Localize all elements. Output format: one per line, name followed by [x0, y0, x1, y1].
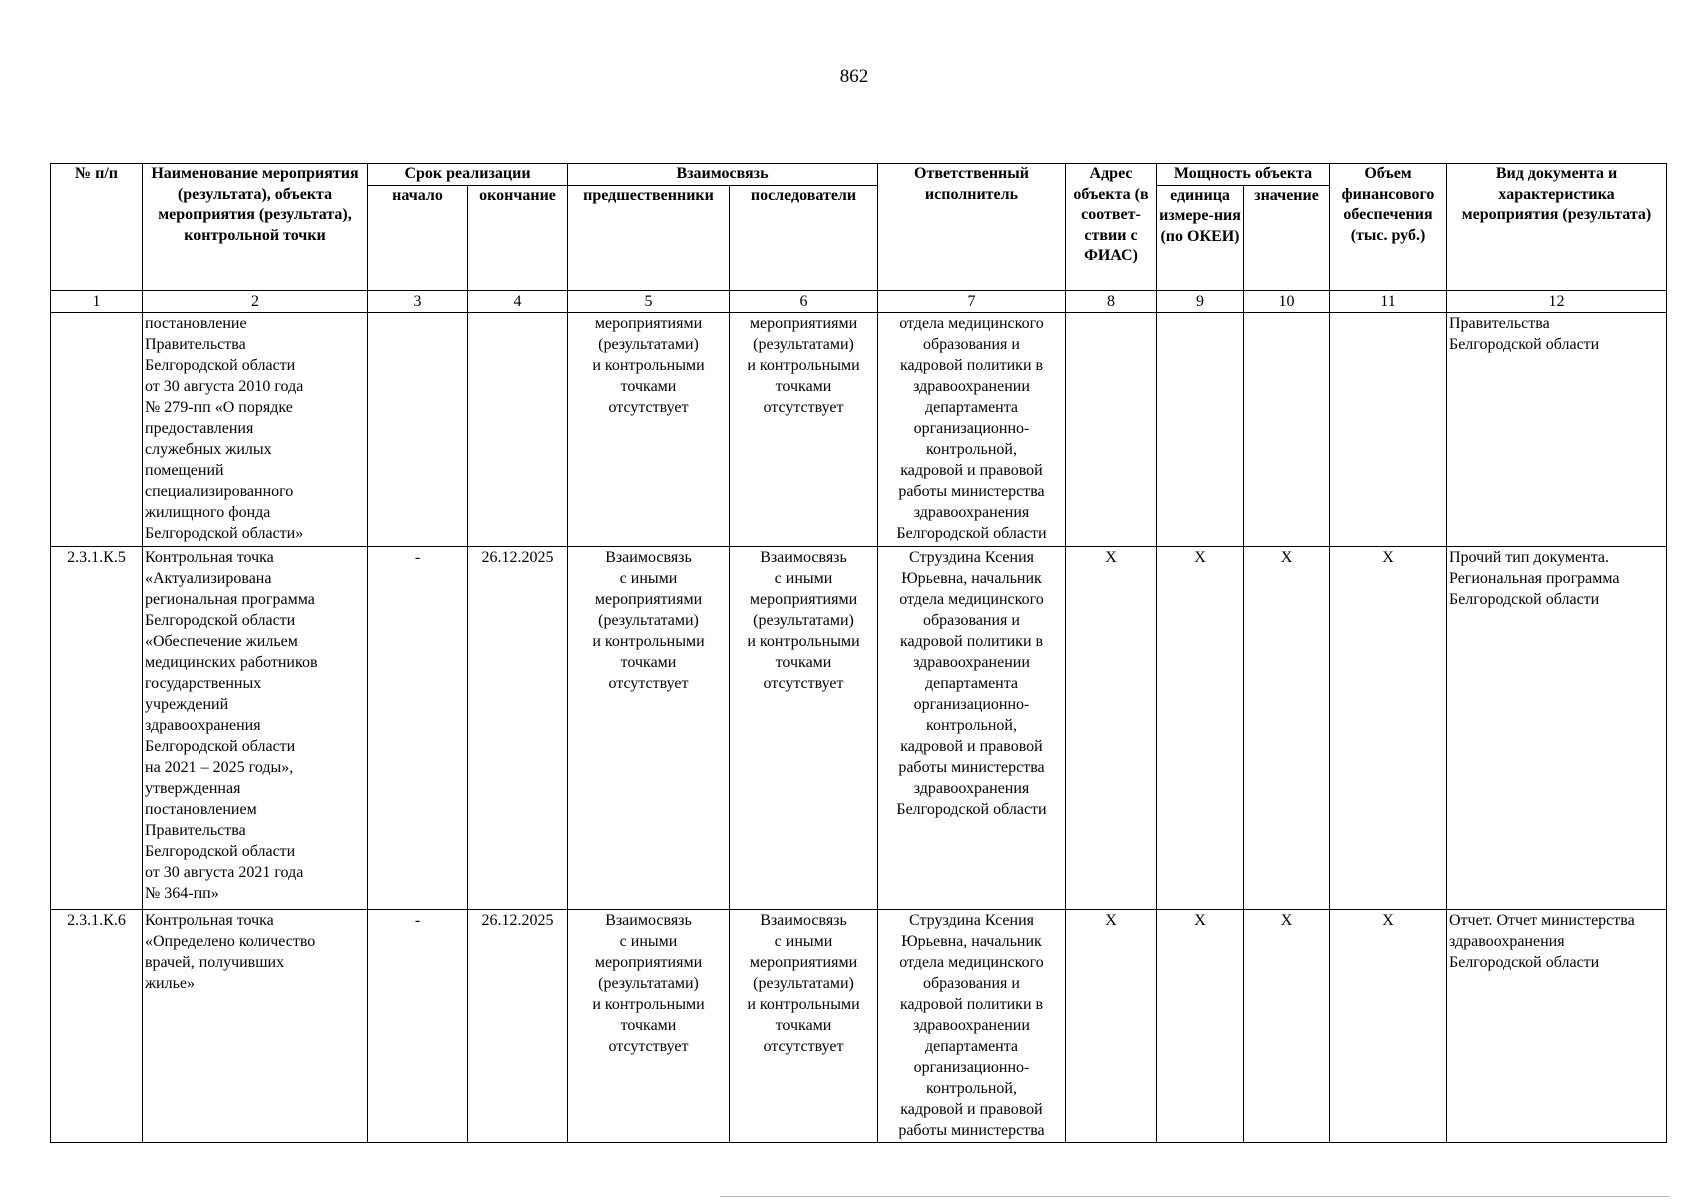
cell-start: -: [368, 909, 468, 1142]
cell-responsible: Струздина Ксения Юрьевна, начальник отдела медицинского образования и кадровой политики в здравоохранении департамента организационно- контрольной, кадровой и правовой работы министерства: [878, 909, 1066, 1142]
cell-value: X: [1244, 546, 1330, 909]
cell-address: [1066, 312, 1157, 546]
header-doc-type: Вид документа и характеристика мероприятия (результата): [1447, 164, 1667, 291]
column-number: 12: [1447, 290, 1667, 312]
header-address: Адрес объекта (в соответ-ствии с ФИАС): [1066, 164, 1157, 291]
header-predecessors: предшественники: [568, 185, 730, 290]
column-number: 2: [143, 290, 368, 312]
column-number: 1: [51, 290, 143, 312]
cell-doc-type: Отчет. Отчет министерства здравоохранения Белгородской области: [1447, 909, 1667, 1142]
column-number: 7: [878, 290, 1066, 312]
cell-num: 2.3.1.К.6: [51, 909, 143, 1142]
header-capacity: Мощность объекта: [1157, 164, 1330, 186]
cell-end: 26.12.2025: [468, 546, 568, 909]
cell-start: -: [368, 546, 468, 909]
header-relation: Взаимосвязь: [568, 164, 878, 186]
cell-responsible: отдела медицинского образования и кадровой политики в здравоохранении департамента организационно- контрольной, кадровой и правовой работы министерства здравоохранения Белгородской области: [878, 312, 1066, 546]
column-number: 3: [368, 290, 468, 312]
column-number: 4: [468, 290, 568, 312]
header-start: начало: [368, 185, 468, 290]
column-number: 10: [1244, 290, 1330, 312]
column-number: 5: [568, 290, 730, 312]
cell-predecessors: Взаимосвязь с иными мероприятиями (результатами) и контрольными точками отсутствует: [568, 909, 730, 1142]
cell-value: [1244, 312, 1330, 546]
header-name: Наименование мероприятия (результата), объекта мероприятия (результата), контрольной точки: [143, 164, 368, 291]
column-number: 6: [730, 290, 878, 312]
header-responsible: Ответственный исполнитель: [878, 164, 1066, 291]
cell-num: [51, 312, 143, 546]
cell-doc-type: Прочий тип документа. Региональная программа Белгородской области: [1447, 546, 1667, 909]
cell-responsible: Струздина Ксения Юрьевна, начальник отдела медицинского образования и кадровой политики в здравоохранении департамента организационно- контрольной, кадровой и правовой работы министерства здравоохранения Белгородской области: [878, 546, 1066, 909]
column-number-row: [51, 290, 1667, 312]
header-num: № п/п: [51, 164, 143, 291]
cell-financing: [1330, 312, 1447, 546]
cell-value: X: [1244, 909, 1330, 1142]
cell-doc-type: Правительства Белгородской области: [1447, 312, 1667, 546]
cell-end: 26.12.2025: [468, 909, 568, 1142]
cell-successors: мероприятиями (результатами) и контрольными точками отсутствует: [730, 312, 878, 546]
table-row: [51, 909, 1667, 1142]
cell-num: 2.3.1.К.5: [51, 546, 143, 909]
header-value: значение: [1244, 185, 1330, 290]
cell-unit: X: [1157, 909, 1244, 1142]
header-financing: Объем финансового обеспечения (тыс. руб.): [1330, 164, 1447, 291]
cell-financing: X: [1330, 909, 1447, 1142]
cell-address: X: [1066, 546, 1157, 909]
cell-start: [368, 312, 468, 546]
cell-successors: Взаимосвязь с иными мероприятиями (результатами) и контрольными точками отсутствует: [730, 546, 878, 909]
header-unit: единица измере-ния (по ОКЕИ): [1157, 185, 1244, 290]
header-period: Срок реализации: [368, 164, 568, 186]
cell-name: Контрольная точка «Определено количество врачей, получивших жилье»: [143, 909, 368, 1142]
header-successors: последователи: [730, 185, 878, 290]
cell-end: [468, 312, 568, 546]
cell-address: X: [1066, 909, 1157, 1142]
page-number: 862: [839, 66, 869, 87]
cell-unit: [1157, 312, 1244, 546]
table-row: [51, 312, 1667, 546]
cell-successors: Взаимосвязь с иными мероприятиями (результатами) и контрольными точками отсутствует: [730, 909, 878, 1142]
cell-predecessors: мероприятиями (результатами) и контрольными точками отсутствует: [568, 312, 730, 546]
column-number: 11: [1330, 290, 1447, 312]
column-number: 9: [1157, 290, 1244, 312]
column-number: 8: [1066, 290, 1157, 312]
cell-unit: X: [1157, 546, 1244, 909]
events-table: [50, 163, 1667, 1143]
header-end: окончание: [468, 185, 568, 290]
cell-financing: X: [1330, 546, 1447, 909]
cell-predecessors: Взаимосвязь с иными мероприятиями (результатами) и контрольными точками отсутствует: [568, 546, 730, 909]
scan-edge-line: [720, 1196, 1670, 1197]
cell-name: постановление Правительства Белгородской области от 30 августа 2010 года № 279-пп «О порядке предоставления служебных жилых помещений специализированного жилищного фонда Белгородской области»: [143, 312, 368, 546]
cell-name: Контрольная точка «Актуализирована региональная программа Белгородской области «Обеспечение жильем медицинских работников государственных учреждений здравоохранения Белгородской области на 2021 – 2025 годы», утвержденная постановлением Правительства Белгородской области от 30 августа 2021 года № 364-пп»: [143, 546, 368, 909]
table-row: [51, 546, 1667, 909]
